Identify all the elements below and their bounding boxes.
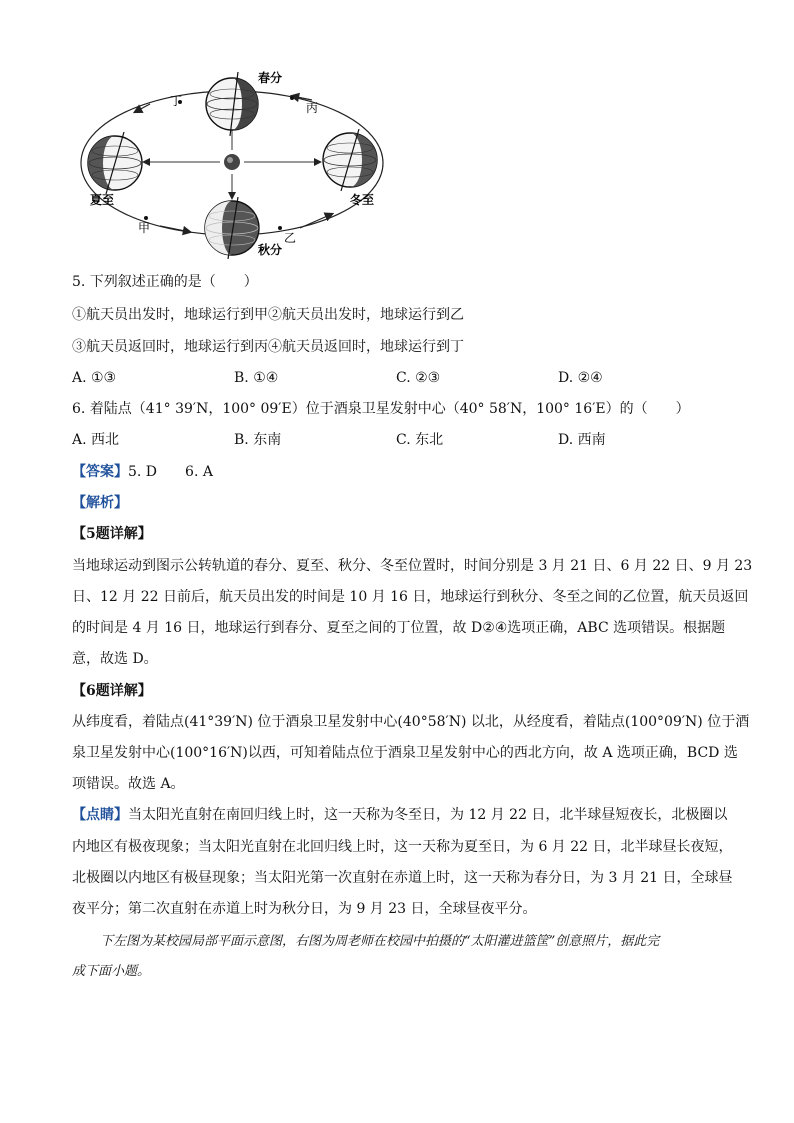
earth-winter <box>323 129 377 191</box>
q6-option-a: A. 西北 <box>72 432 120 448</box>
label-winter: 冬至 <box>350 193 375 207</box>
q5-option-c: C. ②③ <box>396 370 441 386</box>
detail5-line: 日、12 月 22 日前后，航天员出发的时间是 10 月 16 日，地球运行到秋分、冬至之间的乙位置，航天员返回 <box>72 589 749 605</box>
earth-spring <box>206 72 258 136</box>
note-line: 内地区有极夜现象；当太阳光直射在北回归线上时，这一天称为夏至日，为 6 月 22 日，北半球昼长夜短， <box>72 839 733 855</box>
detail5-line: 当地球运动到图示公转轨道的春分、夏至、秋分、冬至位置时，时间分别是 3 月 21 日、6 月 22 日、9 月 23 <box>72 558 753 574</box>
label-spring: 春分 <box>258 71 283 85</box>
answer-line <box>72 462 213 482</box>
label-jia: 甲 <box>138 221 151 235</box>
position-dot-jia <box>144 216 148 220</box>
q5-stem: 5. 下列叙述正确的是（ ） <box>72 274 258 290</box>
q6-option-c: C. 东北 <box>396 432 444 448</box>
q5-option-d: D. ②④ <box>558 370 603 386</box>
answer-text: 5. D 6. A <box>128 464 213 480</box>
q5-option-a: A. ①③ <box>72 370 117 386</box>
analysis-label: 【解析】 <box>72 495 128 511</box>
q5-option-b: B. ①④ <box>234 370 279 386</box>
q6-option-b: B. 东南 <box>234 432 282 448</box>
label-ding: 丁 <box>170 94 183 108</box>
note-label: 【点睛】 <box>72 807 128 823</box>
label-yi: 乙 <box>284 231 297 245</box>
note-line: 夜平分；第二次直射在赤道上时为秋分日，为 9 月 23 日，全球昼夜平分。 <box>72 901 537 917</box>
orbit-arrow <box>300 214 332 228</box>
position-dot-yi <box>278 226 282 230</box>
detail5-line: 意，故选 D。 <box>72 651 158 667</box>
label-bing: 丙 <box>306 101 319 115</box>
q6-option-d: D. 西南 <box>558 432 606 448</box>
orbit-arrow <box>160 226 190 232</box>
earth-orbit-diagram <box>80 66 400 260</box>
detail6-line: 项错误。故选 A。 <box>72 776 185 792</box>
note-line-first <box>72 805 727 825</box>
detail6-line: 泉卫星发射中心(100°16′N)以西，可知着陆点位于酒泉卫星发射中心的西北方向，故 A 选项正确，BCD 选 <box>72 745 738 761</box>
note-first-text: 当太阳光直射在南回归线上时，这一天称为冬至日，为 12 月 22 日，北半球昼短夜长，北极圈以 <box>128 807 728 823</box>
next-intro-line2: 成下面小题。 <box>72 964 151 979</box>
label-autumn: 秋分 <box>258 243 283 257</box>
q5-line1: ①航天员出发时，地球运行到甲②航天员出发时，地球运行到乙 <box>72 307 464 323</box>
detail6-line: 从纬度看，着陆点(41°39′N) 位于酒泉卫星发射中心(40°58′N) 以北，从经度看，着陆点(100°09′N) 位于酒 <box>72 714 750 730</box>
detail6-label: 【6题详解】 <box>72 683 152 699</box>
q6-stem: 6. 着陆点（41° 39′N，100° 09′E）位于酒泉卫星发射中心（40° 58′N，100° 16′E）的（ ） <box>72 401 690 417</box>
detail5-label: 【5题详解】 <box>72 526 152 542</box>
note-line: 北极圈以内地区有极昼现象；当太阳光第一次直射在赤道上时，这一天称为春分日，为 3 月 21 日，全球昼 <box>72 870 733 886</box>
q5-line2: ③航天员返回时，地球运行到丙④航天员返回时，地球运行到丁 <box>72 339 464 355</box>
detail5-line: 的时间是 4 月 16 日，地球运行到春分、夏至之间的丁位置，故 D②④选项正确，ABC 选项错误。根据题 <box>72 620 726 636</box>
next-intro-line1: 下左图为某校园局部平面示意图，右图为周老师在校园中拍摄的“太阳灌进篮筐”创意照片，据此完 <box>100 934 660 949</box>
earth-summer <box>88 132 142 194</box>
answer-label: 【答案】 <box>72 464 128 480</box>
position-dot-bing <box>290 96 294 100</box>
earth-autumn <box>205 197 259 259</box>
label-summer: 夏至 <box>90 193 115 207</box>
